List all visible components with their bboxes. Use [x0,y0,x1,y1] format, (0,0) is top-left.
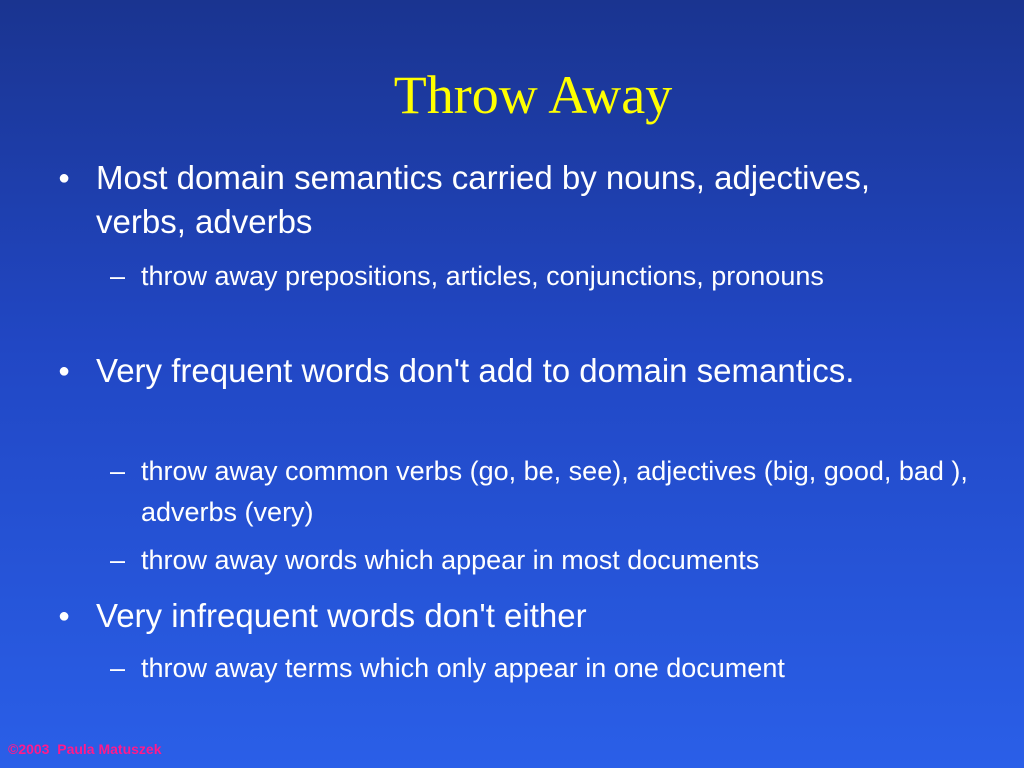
bullet-text-1: Most domain semantics carried by nouns, adjectives, verbs, adverbs [96,159,871,240]
sub-bullet-text: throw away words which appear in most documents [141,545,760,575]
dash-icon: – [110,653,126,683]
bullet-text-2: Very frequent words don't add to domain semantics. [96,352,855,389]
dash-icon: – [110,261,126,291]
bullet-dot-icon: ● [58,167,71,189]
sub-bullet-text: throw away prepositions, articles, conjunctions, pronouns [141,261,824,291]
slide-title: Throw Away [393,65,673,125]
dash-icon: – [110,456,126,486]
sub-bullet-text: throw away terms which only appear in one document [141,653,785,683]
bullet-text-3: Very infrequent words don't either [96,597,587,634]
bullet-dot-icon: ● [58,360,71,382]
sub-bullet-text: throw away common verbs (go, be, see), adjectives (big, good, bad ), adverbs (very) [141,456,968,527]
copyright-footer: ©2003 Paula Matuszek [8,741,162,757]
dash-icon: – [110,545,126,575]
bullet-dot-icon: ● [58,605,71,627]
